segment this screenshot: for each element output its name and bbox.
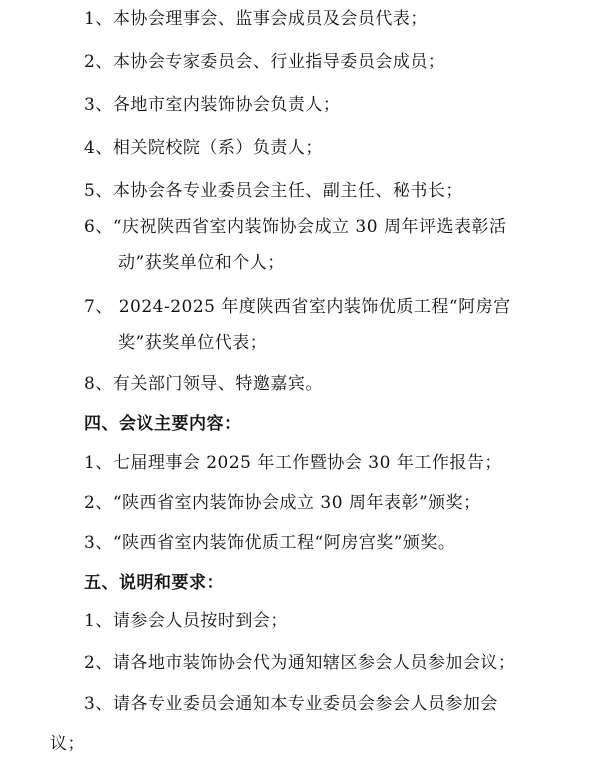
section-heading-requirements: 五、说明和要求：	[84, 573, 224, 593]
requirement-item-3-cont: 议；	[50, 734, 85, 754]
attendee-item-4: 4、相关院校院（系）负责人；	[84, 138, 323, 158]
attendee-item-1: 1、本协会理事会、监事会成员及会员代表；	[84, 9, 428, 29]
section-heading-contents: 四、会议主要内容：	[84, 414, 242, 434]
requirement-item-2: 2、请各地市装饰协会代为通知辖区参会人员参加会议；	[84, 653, 516, 673]
content-item-1: 1、七届理事会 2025 年工作暨协会 30 年工作报告；	[84, 453, 502, 473]
requirement-item-1: 1、请参会人员按时到会；	[84, 611, 288, 631]
attendee-item-6-cont: 动”获奖单位和个人；	[118, 253, 285, 273]
attendee-item-6: 6、“庆祝陕西省室内装饰协会成立 30 周年评选表彰活	[84, 217, 507, 237]
attendee-item-3: 3、各地市室内装饰协会负责人；	[84, 95, 341, 115]
attendee-item-8: 8、有关部门领导、特邀嘉宾。	[84, 374, 323, 394]
attendee-item-7-cont: 奖”获奖单位代表；	[118, 333, 268, 353]
attendee-item-7: 7、 2024-2025 年度陕西省室内装饰优质工程“阿房宫	[84, 297, 511, 317]
attendee-item-2: 2、本协会专家委员会、行业指导委员会成员；	[84, 52, 446, 72]
content-item-2: 2、“陕西省室内装饰协会成立 30 周年表彰”颁奖；	[84, 493, 481, 513]
attendee-item-5: 5、本协会各专业委员会主任、副主任、秘书长；	[84, 181, 463, 201]
requirement-item-3: 3、请各专业委员会通知本专业委员会参会人员参加会	[84, 694, 498, 714]
content-item-3: 3、“陕西省室内装饰优质工程“阿房宫奖”颁奖。	[84, 533, 456, 553]
